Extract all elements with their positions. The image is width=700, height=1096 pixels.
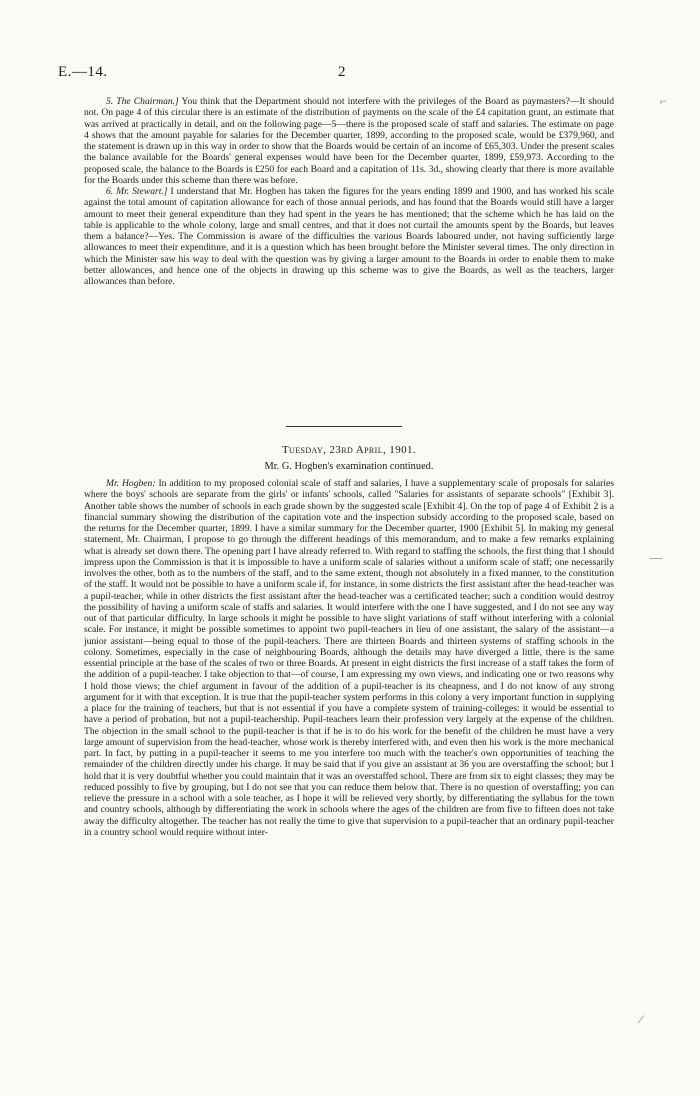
paragraph-text: I understand that Mr. Hogben has taken the figures for the years ending 1899 and 1900, and has worked his scale against the total amount of capitation allowance for each of those annual periods, and has found that the Boards would still have a larger amount to meet their general expenditure than they had spent in the years he has mentioned; that the scheme which he has laid on the table is applicable to the whole colony, large and small centres, and that it does not curtail the amounts spent by the Boards, but leaves them a balance?—Yes. The Commission is aware of the difficulties the various Boards laboured under, not having sufficiently large allowances to meet their expenditure, and it is a question which has been brought before the Minister several times. The only direction in which the Minister saw his way to deal with the question was by giving a larger amount to the Boards in order to enable them to make better allowances, and hence one of the objects in drawing up this scheme was to give the Boards, as well as the teachers, larger allowances than before. — [84, 186, 615, 287]
session-subtitle: Mr. G. Hogben's examination continued. — [264, 461, 434, 472]
paragraph-text: In addition to my proposed colonial scale of staff and salaries, I have a supplementary scale of proposals for salaries where the boys' schools are separate from the girls' or infants' schools, called "Salaries for assistants of separate schools" [Exhibit 3]. Another table shows the number of schools in each grade shown by the suggested scale [Exhibit 4]. On the top of page 4 of Exhibit 2 is a financial summary showing the distribution of the capitation vote and the inspection subsidy according to the proposed scale, based on the returns for the December quarter, 1899. I have a similar summary for the December quarter, 1900 [Exhibit 5]. In making my general statement, Mr. Chairman, I propose to go through the different headings of this memorandum, and to make a few remarks explaining what is already set down there. The opening part I have already referred to. With regard to staffing the schools, the first thing that I should impress upon the Commission is that it is impossible to have a uniform scale of salaries without a uniform scale of staff; one necessarily involves the other, both as to the numbers of the staff, and to the same extent, though not absolutely in a fixed manner, to the constitution of the staff. It would not be possible to have a uniform scale if, for instance, in some districts the first assistant after the head-teacher was a pupil-teacher, while in other districts the first assistant after the head-teacher was a certificated teacher; such a condition would destroy the possibility of having a uniform scale of staffs and salaries. It would interfere with the one I have suggested, and I do not see any way out of that particular difficulty. In large schools it might be possible to have slight variations of staff without interfering with a colonial scale. For instance, it might be possible sometimes to appoint two pupil-teachers in lieu of one assistant, the salary of the assistant—a junior assistant—being equal to those of the pupil-teachers. There are thirteen Boards and thirteen systems of staffing schools in the colony. Sometimes, especially in the case of neighbouring Boards, although the details may have diverged a little, there is the same essential principle at the base of the scales of two or three Boards. At present in eight districts the first increase of a staff takes the form of the addition of a pupil-teacher. I take objection to that—of course, I am expressing my own views, and indicating one or two reasons why I hold those views; the chief argument in favour of the addition of a pupil-teacher is its cheapness, and I do not know of any strong argument for it with that exception. It is true that the pupil-teacher system performs in this colony a very important function in supplying a place for the training of teachers, but that is not essential if you have a complete system of training-colleges: it would be essential to have a period of probation, but not a pupil-teachership. Pupil-teachers learn their profession very largely at the expense of the children. The objection in the small school to the pupil-teacher is that if he is to do his work for the benefit of the children he must have a very large amount of supervision from the head-teacher, whose work is thereby interfered with, and even then his work is the more mechanical part. In fact, by putting in a pupil-teacher it seems to me you interfere too much with the teacher's own opportunities of teaching the remainder of the children directly under his charge. It may be said that if you give an assistant at 36 you are overstaffing the school; but I hold that it is very doubtful whether you could maintain that it was an overstaffed school. There are from six to eight classes; they may be reduced possibly to five by grouping, but I do not see that you can reduce them below that. There is no question of overstaffing; you can relieve the pressure in a school with a sole teacher, as I hope it will be relieved very shortly, by differentiating the syllabus for the town and country schools, although by differentiating the work in schools where the ages of the children are from five to fifteen does not take away the difficulty altogether. The teacher has not really the time to give that supervision to a pupil-teacher that an ordinary pupil-teacher in a country school would require without inter- — [84, 478, 614, 838]
hogben-statement — [84, 478, 614, 838]
minutes-section-1 — [84, 96, 614, 287]
speaker-lead: 6. Mr. Stewart.] — [106, 186, 168, 197]
paragraph-6 — [84, 186, 614, 287]
session-date: Tuesday, 23rd April, 1901. — [281, 444, 417, 456]
margin-mark: ⌐ — [660, 94, 667, 108]
page-number: 2 — [338, 64, 346, 80]
paragraph-5 — [84, 96, 614, 186]
margin-mark: ⁄ — [640, 1012, 643, 1026]
paragraph-text: You think that the Department should not interfere with the privileges of the Board as paymasters?—It should not. On page 4 of this circular there is an estimate of the distribution of payments on the scale of the £4 capitation grant, an estimate that was arrived at practically in detail, and on the following page—5—there is the proposed scale of staff and salaries. The estimate on page 4 shows that the amount payable for salaries for the December quarter, 1899, according to the proposed scale, would be £379,960, and the statement is drawn up in this way in order to show that the Boards would be certain of an income of £65,303. Under the present scales the balance available for the Boards' general expenses would have been for the December quarter, 1899, £59,973. According to the proposed scale, the balance to the Boards is £250 for each Board and a capitation of 11s. 3d., showing clearly that there is more available for the Boards under this scheme than there was before. — [84, 96, 614, 186]
minutes-section-2 — [84, 478, 614, 838]
speaker-lead: 5. The Chairman.] — [106, 96, 179, 107]
section-divider — [286, 426, 402, 427]
speaker-lead: Mr. Hogben: — [106, 478, 156, 489]
document-reference: E.—14. — [58, 64, 108, 80]
margin-mark: — — [650, 550, 662, 564]
